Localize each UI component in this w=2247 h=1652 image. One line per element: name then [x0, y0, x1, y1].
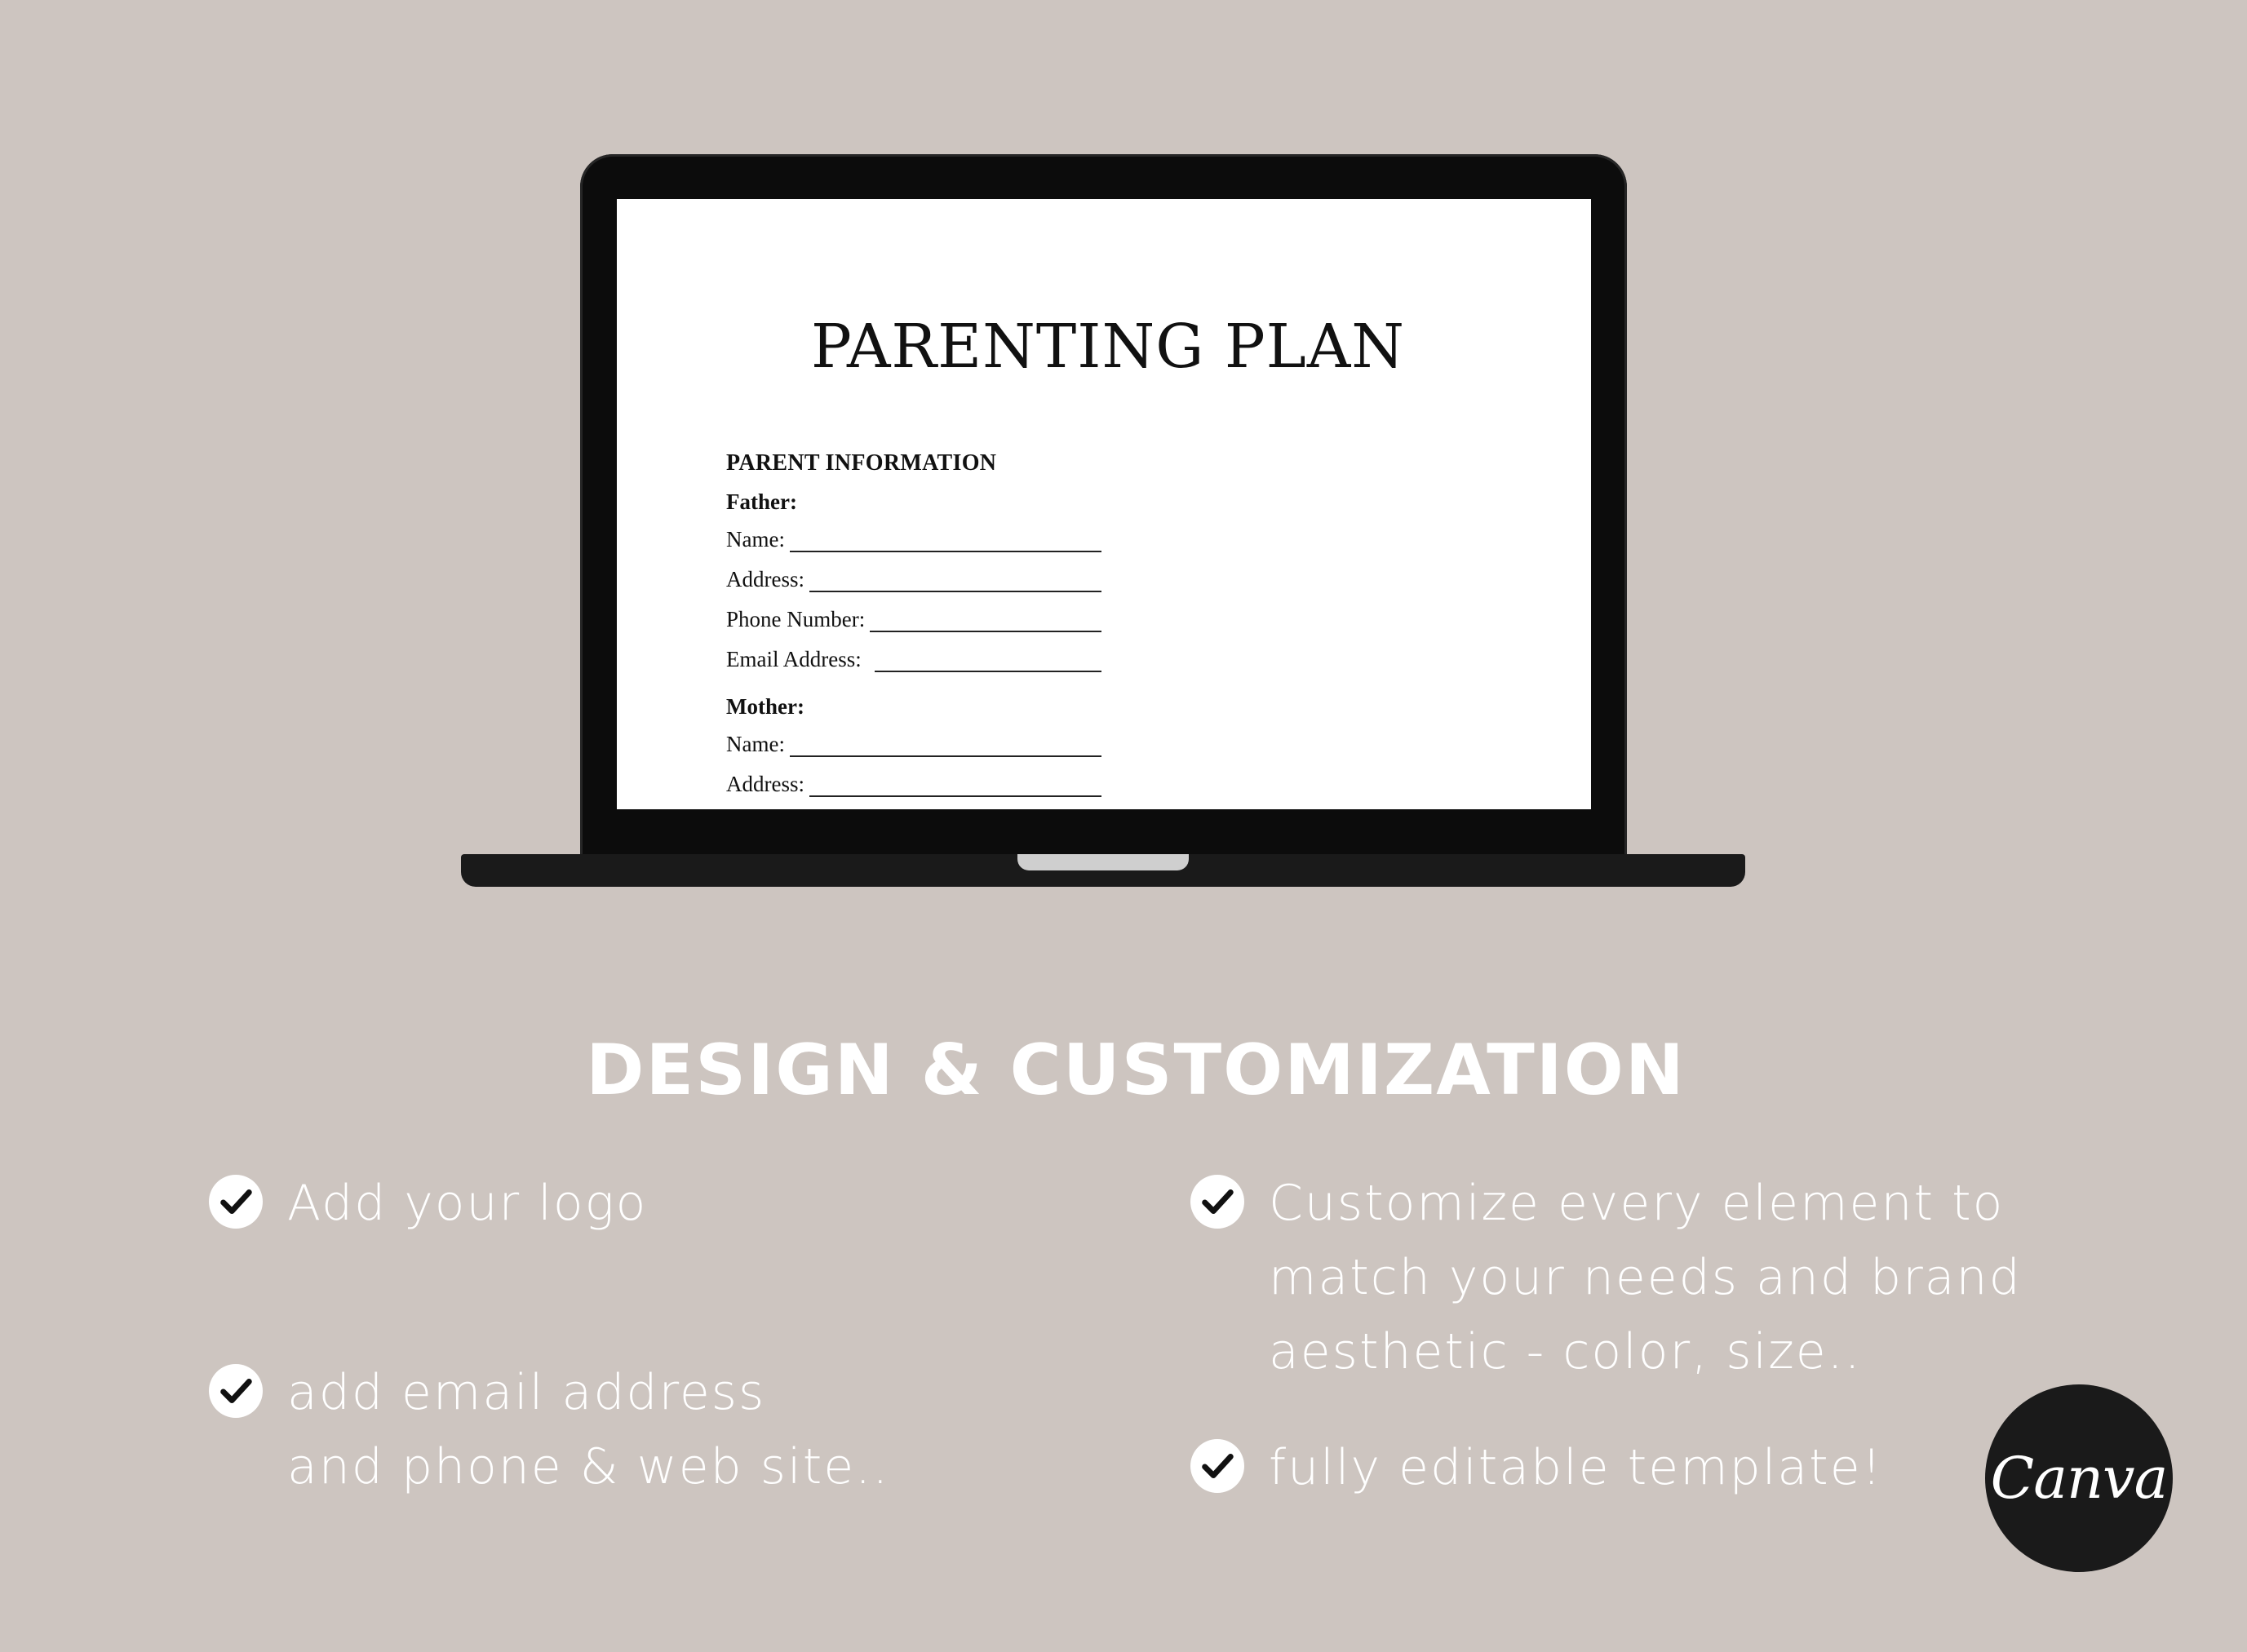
father-email-field	[726, 647, 1101, 672]
check-circle-icon	[1190, 1175, 1244, 1229]
field-line	[790, 737, 1101, 757]
field-label: Email Address:	[726, 647, 862, 671]
check-circle-icon	[1190, 1439, 1244, 1493]
field-line	[870, 613, 1101, 632]
field-label: Name:	[726, 527, 785, 551]
feature-customize	[1190, 1167, 2022, 1389]
document-title: PARENTING PLAN	[810, 312, 1406, 382]
check-circle-icon	[209, 1175, 263, 1229]
parent-information-heading: PARENT INFORMATION	[726, 450, 997, 476]
feature-text: add email address and phone & web site..	[287, 1364, 890, 1495]
section-title: DESIGN & CUSTOMIZATION	[586, 1030, 1686, 1111]
father-address-field	[726, 567, 1101, 592]
feature-add-logo	[209, 1167, 647, 1241]
father-name-field	[726, 527, 1101, 552]
mother-label: Mother:	[726, 694, 804, 719]
feature-editable	[1190, 1431, 1883, 1505]
feature-contact-info	[209, 1356, 889, 1504]
field-line	[790, 533, 1101, 552]
field-label: Address:	[726, 772, 804, 796]
canva-logo	[1985, 1384, 2173, 1572]
mother-address-field	[726, 772, 1101, 797]
father-label: Father:	[726, 489, 797, 514]
feature-text: Add your logo	[287, 1175, 648, 1232]
father-phone-field	[726, 607, 1101, 632]
mother-name-field	[726, 732, 1101, 757]
check-circle-icon	[209, 1364, 263, 1418]
canva-logo-text: Canva	[1990, 1445, 2168, 1512]
feature-text: Customize every element to match your needs and brand aesthetic - color, size..	[1269, 1175, 2022, 1380]
field-label: Name:	[726, 732, 785, 756]
field-label: Address:	[726, 567, 804, 591]
field-line	[875, 653, 1101, 672]
laptop-notch	[1017, 854, 1189, 870]
field-label: Phone Number:	[726, 607, 866, 631]
field-line	[809, 573, 1101, 592]
feature-text: fully editable template!	[1269, 1439, 1883, 1496]
field-line	[809, 777, 1101, 797]
laptop-screen	[617, 199, 1591, 809]
